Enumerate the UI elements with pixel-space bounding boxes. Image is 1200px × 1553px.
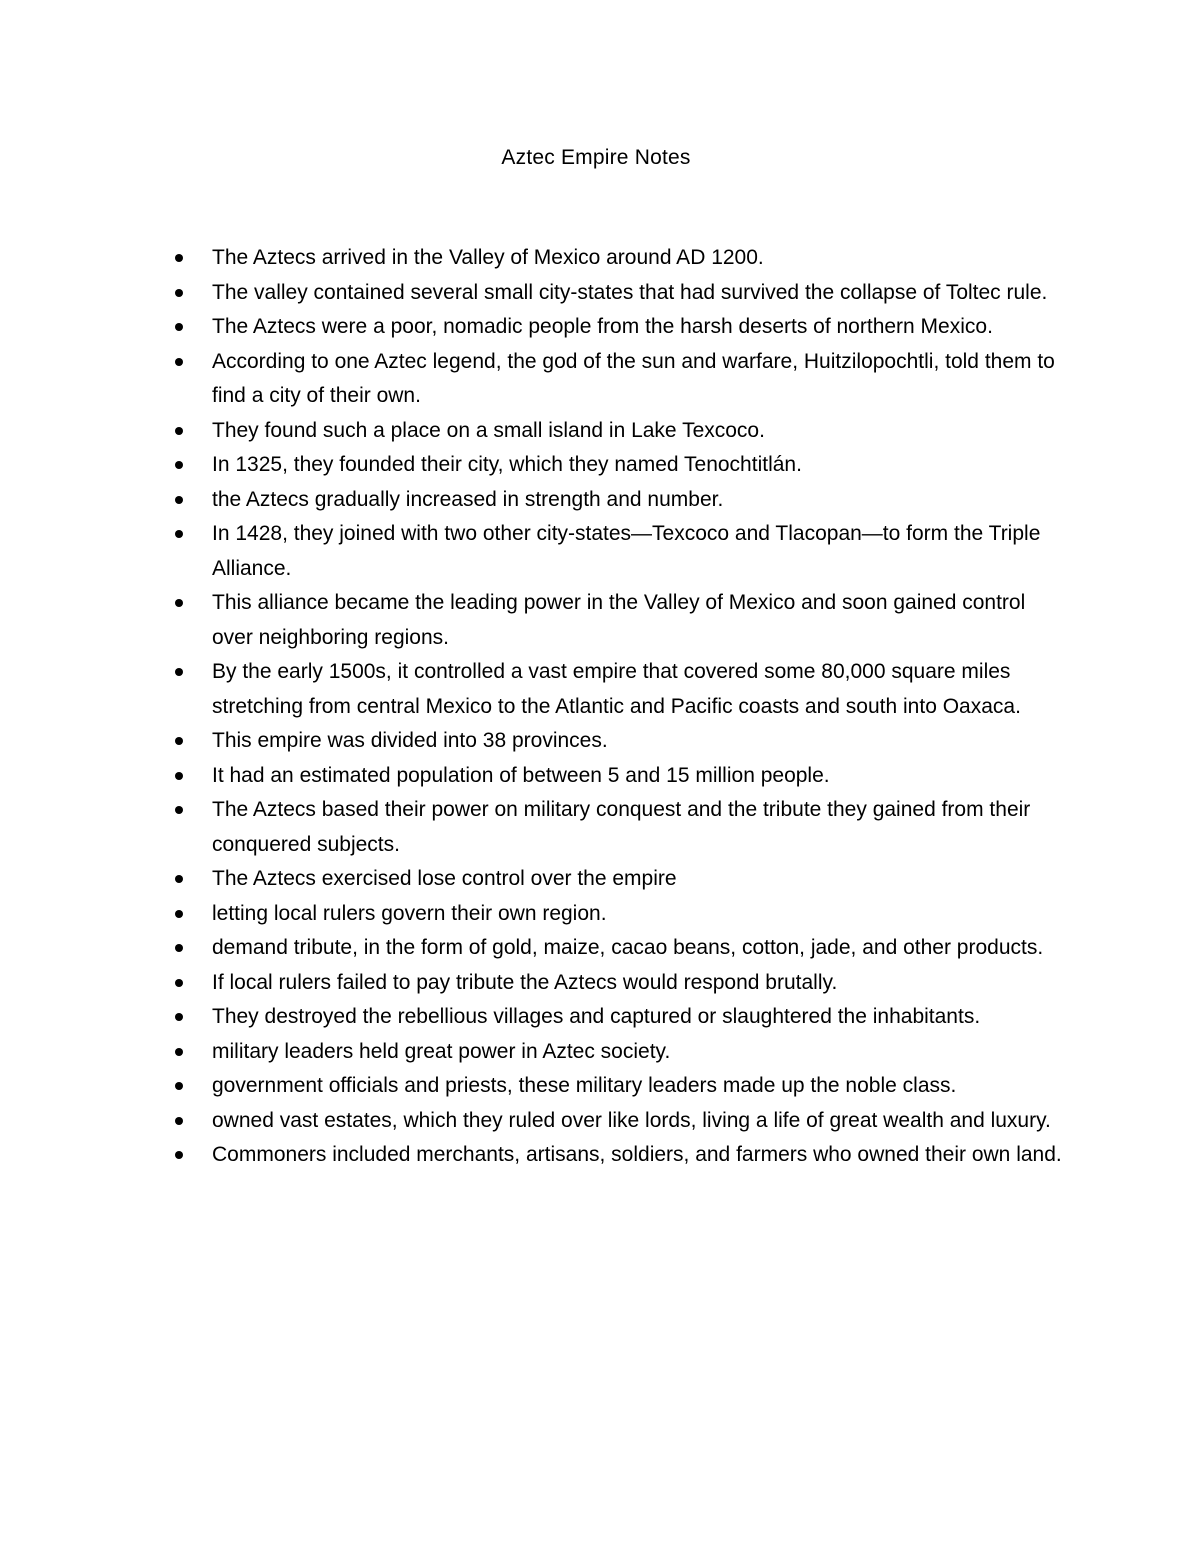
note-item xyxy=(170,586,1070,655)
note-text: In 1428, they joined with two other city-states—Texcoco and Tlacopan—to form the Triple Alliance. xyxy=(212,522,1041,580)
note-item xyxy=(170,931,1070,966)
note-item xyxy=(170,241,1070,276)
note-text: According to one Aztec legend, the god of the sun and warfare, Huitzilopochtli, told them to find a city of their own. xyxy=(212,349,1055,407)
note-text: The Aztecs were a poor, nomadic people from the harsh deserts of northern Mexico. xyxy=(212,315,993,338)
note-item xyxy=(170,414,1070,449)
note-text: The valley contained several small city-states that had survived the collapse of Toltec rule. xyxy=(212,280,1048,304)
bullet-icon xyxy=(175,254,183,262)
note-text: It had an estimated population of between 5 and 15 million people. xyxy=(212,763,830,787)
note-text: They found such a place on a small island in Lake Texcoco. xyxy=(212,418,765,442)
note-text: By the early 1500s, it controlled a vast empire that covered some 80,000 square miles stretching from central Mexico to the Atlantic and Pacific coasts and south into Oaxaca. xyxy=(212,660,1021,718)
bullet-icon xyxy=(175,806,183,814)
notes-list xyxy=(170,241,1070,1173)
bullet-icon xyxy=(175,1151,183,1159)
note-item xyxy=(170,1035,1070,1070)
note-text: If local rulers failed to pay tribute the Aztecs would respond brutally. xyxy=(212,970,838,994)
bullet-icon xyxy=(175,427,183,435)
note-item xyxy=(170,862,1070,897)
note-item xyxy=(170,310,1070,345)
bullet-icon xyxy=(175,737,183,745)
note-text: government officials and priests, these military leaders made up the noble class. xyxy=(212,1074,957,1097)
note-text: The Aztecs exercised lose control over the empire xyxy=(212,867,677,890)
note-item xyxy=(170,345,1070,414)
bullet-icon xyxy=(175,944,183,952)
bullet-icon xyxy=(175,668,183,676)
bullet-icon xyxy=(175,358,183,366)
bullet-icon xyxy=(175,461,183,469)
note-item xyxy=(170,759,1070,794)
note-item xyxy=(170,724,1070,759)
note-text: The Aztecs based their power on military conquest and the tribute they gained from their conquered subjects. xyxy=(212,798,1031,856)
bullet-icon xyxy=(175,1013,183,1021)
note-item xyxy=(170,448,1070,483)
bullet-icon xyxy=(175,323,183,331)
note-text: The Aztecs arrived in the Valley of Mexico around AD 1200. xyxy=(212,246,764,269)
note-item xyxy=(170,1104,1070,1139)
note-text: military leaders held great power in Aztec society. xyxy=(212,1039,671,1063)
note-text: They destroyed the rebellious villages and captured or slaughtered the inhabitants. xyxy=(212,1005,981,1028)
note-item xyxy=(170,1069,1070,1104)
note-text: owned vast estates, which they ruled over like lords, living a life of great wealth and luxury. xyxy=(212,1108,1051,1132)
bullet-icon xyxy=(175,1048,183,1056)
note-item xyxy=(170,517,1070,586)
note-text: demand tribute, in the form of gold, maize, cacao beans, cotton, jade, and other products. xyxy=(212,936,1044,959)
note-text: Commoners included merchants, artisans, soldiers, and farmers who owned their own land. xyxy=(212,1143,1062,1166)
bullet-icon xyxy=(175,289,183,297)
bullet-icon xyxy=(175,979,183,987)
note-text: This empire was divided into 38 provinces. xyxy=(212,729,608,752)
note-text: letting local rulers govern their own region. xyxy=(212,901,607,925)
note-text: This alliance became the leading power in the Valley of Mexico and soon gained control over neighboring regions. xyxy=(212,591,1026,649)
note-item xyxy=(170,1000,1070,1035)
note-item xyxy=(170,655,1070,724)
note-item xyxy=(170,966,1070,1001)
note-item xyxy=(170,483,1070,518)
note-item xyxy=(170,793,1070,862)
bullet-icon xyxy=(175,1082,183,1090)
bullet-icon xyxy=(175,875,183,883)
bullet-icon xyxy=(175,599,183,607)
bullet-icon xyxy=(175,1117,183,1125)
note-text: the Aztecs gradually increased in strength and number. xyxy=(212,487,724,511)
document-title: Aztec Empire Notes xyxy=(501,146,691,169)
bullet-icon xyxy=(175,496,183,504)
note-item xyxy=(170,1138,1070,1173)
note-text: In 1325, they founded their city, which they named Tenochtitlán. xyxy=(212,453,802,476)
note-item xyxy=(170,276,1070,311)
bullet-icon xyxy=(175,530,183,538)
bullet-icon xyxy=(175,772,183,780)
note-item xyxy=(170,897,1070,932)
bullet-icon xyxy=(175,910,183,918)
